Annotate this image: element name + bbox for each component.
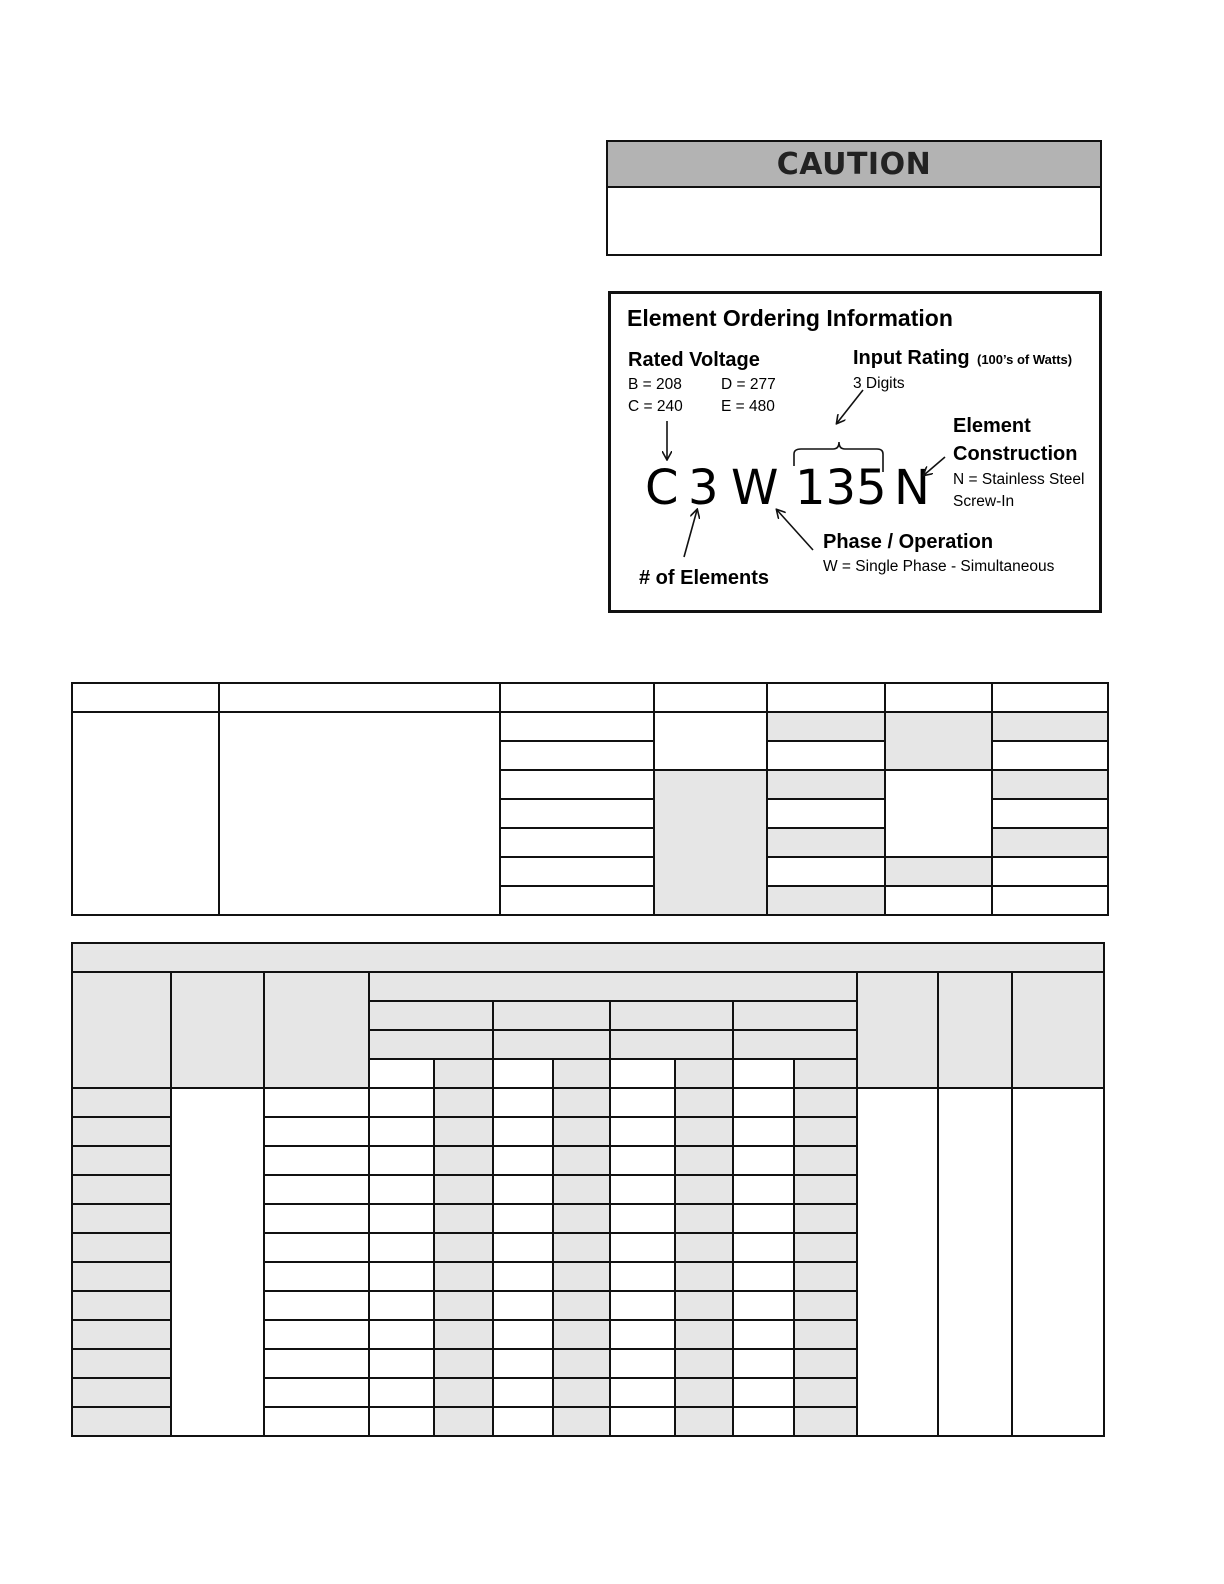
table-cell xyxy=(500,886,654,915)
rated-voltage-heading: Rated Voltage xyxy=(628,349,760,371)
table-cell xyxy=(610,1117,675,1146)
table-cell xyxy=(610,1407,675,1436)
table-cell xyxy=(264,1146,369,1175)
table-cell xyxy=(434,1059,493,1088)
table-cell xyxy=(493,1407,553,1436)
code-construction: N xyxy=(894,460,930,516)
table-cell xyxy=(733,1175,794,1204)
table-cell xyxy=(610,1030,732,1059)
table-cell xyxy=(434,1204,493,1233)
table-cell xyxy=(654,712,767,770)
table-cell xyxy=(733,1059,794,1088)
table-cell xyxy=(72,943,1104,972)
table-cell xyxy=(992,886,1108,915)
caution-title: CAUTION xyxy=(776,146,932,182)
table-cell xyxy=(733,1378,794,1407)
table-cell xyxy=(794,1320,857,1349)
table-cell xyxy=(369,1175,434,1204)
table-cell xyxy=(553,1117,610,1146)
table-cell xyxy=(610,1088,675,1117)
table-cell xyxy=(1012,972,1104,1088)
input-rating-digits: 3 Digits xyxy=(853,375,905,392)
table-cell xyxy=(794,1117,857,1146)
table-row xyxy=(72,1088,1104,1117)
input-rating-heading: Input Rating xyxy=(853,347,970,369)
table-cell xyxy=(493,1349,553,1378)
table-cell xyxy=(264,1262,369,1291)
table-cell xyxy=(553,1407,610,1436)
table-cell xyxy=(675,1407,732,1436)
table-cell xyxy=(675,1291,732,1320)
table-cell xyxy=(434,1146,493,1175)
table-cell xyxy=(264,1320,369,1349)
table-cell xyxy=(733,1088,794,1117)
table-cell xyxy=(493,1320,553,1349)
table-row xyxy=(72,943,1104,972)
table-cell xyxy=(767,683,885,712)
table-cell xyxy=(369,1233,434,1262)
table-cell xyxy=(992,741,1108,770)
table-cell xyxy=(72,1233,171,1262)
table-cell xyxy=(264,1233,369,1262)
table-cell xyxy=(794,1407,857,1436)
table-cell xyxy=(500,799,654,828)
elements-arrow xyxy=(684,510,697,557)
table-cell xyxy=(72,972,171,1088)
table-cell xyxy=(434,1291,493,1320)
table-cell xyxy=(434,1378,493,1407)
table-cell xyxy=(885,712,992,770)
table-cell xyxy=(733,1030,857,1059)
table-cell xyxy=(493,1088,553,1117)
table-cell xyxy=(675,1117,732,1146)
table-cell xyxy=(610,1175,675,1204)
table-cell xyxy=(610,1378,675,1407)
table-cell xyxy=(369,1407,434,1436)
table-cell xyxy=(500,770,654,799)
table-cell xyxy=(493,1001,610,1030)
table-row xyxy=(72,972,1104,1001)
table-cell xyxy=(493,1204,553,1233)
table-cell xyxy=(493,1059,553,1088)
table-cell xyxy=(72,683,219,712)
construction-option-line1: N = Stainless Steel xyxy=(953,471,1085,488)
table-cell xyxy=(675,1059,732,1088)
construction-heading-line2: Construction xyxy=(953,443,1078,465)
code-voltage: C xyxy=(645,460,679,516)
table-cell xyxy=(610,1262,675,1291)
table-cell xyxy=(794,1146,857,1175)
phase-heading: Phase / Operation xyxy=(823,531,994,553)
table-cell xyxy=(553,1146,610,1175)
table-cell xyxy=(264,1349,369,1378)
table-cell xyxy=(553,1088,610,1117)
table-cell xyxy=(369,1291,434,1320)
table-cell xyxy=(369,972,856,1001)
table-cell xyxy=(733,1349,794,1378)
table-cell xyxy=(794,1088,857,1117)
voltage-option-d: D = 277 xyxy=(721,376,776,393)
ordering-title: Element Ordering Information xyxy=(627,305,953,331)
table-cell xyxy=(767,741,885,770)
table-cell xyxy=(553,1378,610,1407)
table-cell xyxy=(264,1378,369,1407)
table-cell xyxy=(434,1117,493,1146)
table-cell xyxy=(264,1117,369,1146)
code-phase: W xyxy=(731,460,779,516)
table-cell xyxy=(72,1204,171,1233)
code-elements: 3 xyxy=(688,460,719,516)
table-cell xyxy=(675,1088,732,1117)
table-cell xyxy=(992,683,1108,712)
table-cell xyxy=(264,1291,369,1320)
table-cell xyxy=(610,1146,675,1175)
table-cell xyxy=(434,1175,493,1204)
table-cell xyxy=(733,1146,794,1175)
table-cell xyxy=(264,1088,369,1117)
table-cell xyxy=(264,972,369,1088)
table-cell xyxy=(992,712,1108,741)
voltage-option-e: E = 480 xyxy=(721,398,775,415)
table-cell xyxy=(675,1262,732,1291)
table-cell xyxy=(500,712,654,741)
caution-header xyxy=(608,142,1100,188)
table-cell xyxy=(733,1262,794,1291)
table-cell xyxy=(675,1204,732,1233)
table-cell xyxy=(938,972,1012,1088)
table-cell xyxy=(767,770,885,799)
table-cell xyxy=(72,1117,171,1146)
table-cell xyxy=(992,857,1108,886)
table-cell xyxy=(767,828,885,857)
table-cell xyxy=(885,770,992,857)
table-cell xyxy=(72,1088,171,1117)
table-cell xyxy=(264,1204,369,1233)
table-cell xyxy=(72,1407,171,1436)
specifications-table xyxy=(71,682,1109,916)
table-cell xyxy=(610,1001,732,1030)
table-cell xyxy=(72,1320,171,1349)
table-cell xyxy=(219,683,500,712)
table-cell xyxy=(794,1349,857,1378)
table-cell xyxy=(493,1262,553,1291)
caution-box xyxy=(606,140,1102,256)
table-cell xyxy=(675,1320,732,1349)
construction-option-line2: Screw-In xyxy=(953,493,1015,510)
code-rating: 135 xyxy=(795,460,887,516)
table-cell xyxy=(553,1291,610,1320)
table-cell xyxy=(938,1088,1012,1436)
table-cell xyxy=(610,1349,675,1378)
table-cell xyxy=(553,1233,610,1262)
table-cell xyxy=(369,1030,493,1059)
table-cell xyxy=(434,1233,493,1262)
table-cell xyxy=(767,712,885,741)
table-cell xyxy=(553,1320,610,1349)
table-cell xyxy=(675,1378,732,1407)
table-cell xyxy=(493,1378,553,1407)
input-rating-unit: (100’s of Watts) xyxy=(977,352,1073,367)
table-cell xyxy=(500,828,654,857)
table-cell xyxy=(733,1117,794,1146)
table-cell xyxy=(500,741,654,770)
table-cell xyxy=(369,1349,434,1378)
table-cell xyxy=(857,1088,938,1436)
table-cell xyxy=(992,770,1108,799)
table-cell xyxy=(493,1291,553,1320)
table-cell xyxy=(857,972,938,1088)
table-cell xyxy=(794,1233,857,1262)
table-cell xyxy=(885,857,992,886)
table-cell xyxy=(553,1175,610,1204)
table-cell xyxy=(610,1204,675,1233)
table-cell xyxy=(434,1320,493,1349)
table-row xyxy=(72,712,1108,741)
table-cell xyxy=(794,1291,857,1320)
table-cell xyxy=(434,1407,493,1436)
table-cell xyxy=(72,1175,171,1204)
table-cell xyxy=(885,683,992,712)
table-cell xyxy=(434,1349,493,1378)
ordering-diagram xyxy=(611,294,1105,616)
rating-arrow xyxy=(837,390,863,423)
table-cell xyxy=(369,1262,434,1291)
table-cell xyxy=(171,972,264,1088)
table-cell xyxy=(733,1291,794,1320)
table-cell xyxy=(369,1117,434,1146)
table-cell xyxy=(794,1378,857,1407)
table-cell xyxy=(264,1407,369,1436)
table-cell xyxy=(733,1407,794,1436)
table-cell xyxy=(992,799,1108,828)
table-cell xyxy=(72,1262,171,1291)
table-cell xyxy=(675,1146,732,1175)
table-cell xyxy=(72,1349,171,1378)
voltage-option-b: B = 208 xyxy=(628,376,682,393)
table-cell xyxy=(553,1349,610,1378)
table-cell xyxy=(992,828,1108,857)
table-cell xyxy=(675,1233,732,1262)
table-cell xyxy=(1012,1088,1104,1436)
table-cell xyxy=(434,1262,493,1291)
table-cell xyxy=(493,1233,553,1262)
table-cell xyxy=(794,1262,857,1291)
table-cell xyxy=(72,712,219,915)
phase-arrow xyxy=(777,510,813,550)
table-cell xyxy=(500,683,654,712)
table-cell xyxy=(72,1291,171,1320)
table-cell xyxy=(733,1001,857,1030)
table-cell xyxy=(675,1349,732,1378)
table-cell xyxy=(675,1175,732,1204)
table-cell xyxy=(733,1233,794,1262)
element-ordering-info xyxy=(608,291,1102,613)
table-cell xyxy=(767,857,885,886)
table-cell xyxy=(553,1204,610,1233)
construction-heading-line1: Element xyxy=(953,415,1031,437)
table-cell xyxy=(369,1204,434,1233)
table-cell xyxy=(219,712,500,915)
table-cell xyxy=(654,770,767,915)
phase-option: W = Single Phase - Simultaneous xyxy=(823,558,1055,575)
table-cell xyxy=(500,857,654,886)
table-cell xyxy=(610,1291,675,1320)
table-cell xyxy=(493,1175,553,1204)
table-cell xyxy=(369,1001,493,1030)
voltage-option-c: C = 240 xyxy=(628,398,683,415)
table-cell xyxy=(733,1320,794,1349)
table-cell xyxy=(493,1117,553,1146)
table-cell xyxy=(171,1088,264,1436)
table-cell xyxy=(610,1233,675,1262)
table-cell xyxy=(733,1204,794,1233)
table-cell xyxy=(369,1088,434,1117)
table-cell xyxy=(553,1059,610,1088)
table-cell xyxy=(264,1175,369,1204)
table-cell xyxy=(654,683,767,712)
table-cell xyxy=(493,1146,553,1175)
table-cell xyxy=(493,1030,610,1059)
table-cell xyxy=(72,1146,171,1175)
table-cell xyxy=(369,1320,434,1349)
table-cell xyxy=(794,1059,857,1088)
table-cell xyxy=(610,1059,675,1088)
table-cell xyxy=(767,799,885,828)
table-cell xyxy=(369,1378,434,1407)
table-cell xyxy=(553,1262,610,1291)
element-data-table xyxy=(71,942,1105,1437)
elements-heading: # of Elements xyxy=(639,567,770,589)
table-cell xyxy=(794,1175,857,1204)
table-cell xyxy=(72,1378,171,1407)
table-cell xyxy=(767,886,885,915)
table-cell xyxy=(434,1088,493,1117)
table-cell xyxy=(369,1059,434,1088)
table-cell xyxy=(885,886,992,915)
table-cell xyxy=(610,1320,675,1349)
table-cell xyxy=(369,1146,434,1175)
table-cell xyxy=(794,1204,857,1233)
table-row xyxy=(72,683,1108,712)
